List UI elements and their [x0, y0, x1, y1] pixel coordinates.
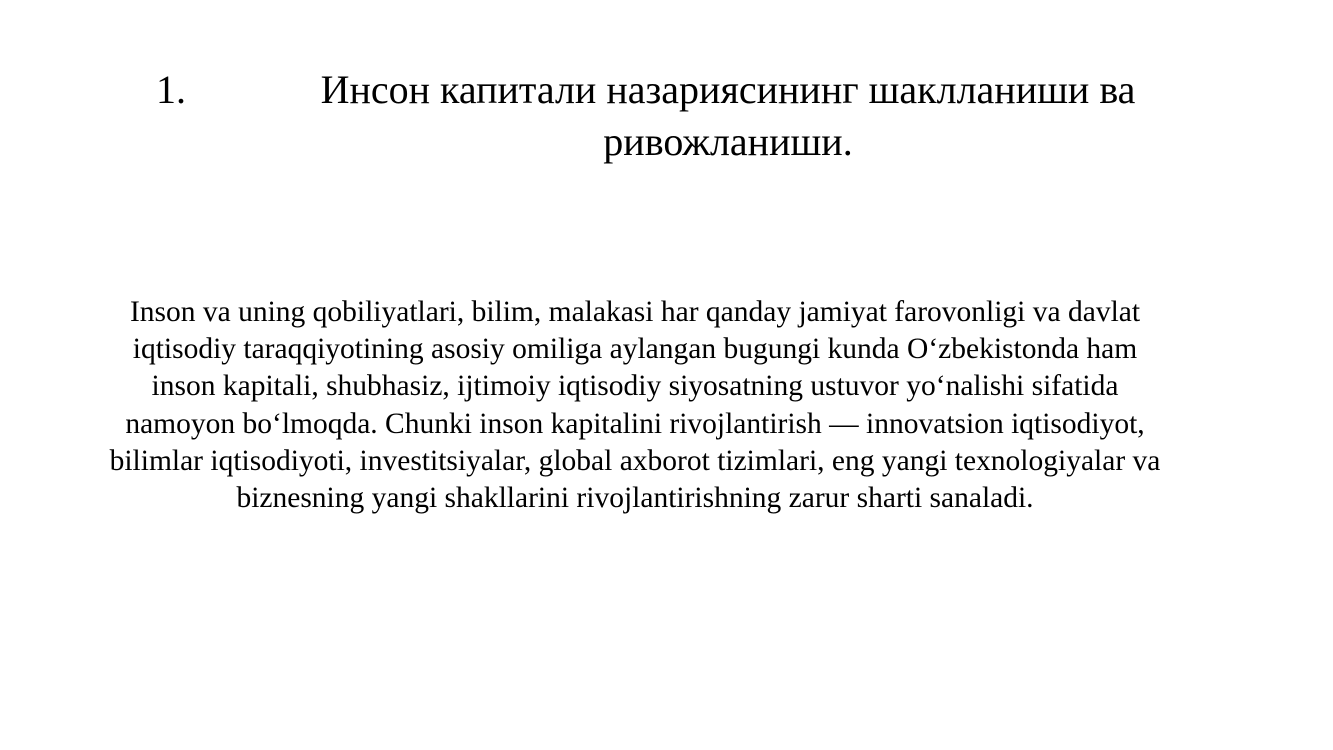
slide-title: Инсон капитали назариясининг шаклланиши ва ривожланиши. [320, 67, 1136, 164]
heading-number: 1. [156, 67, 186, 112]
body-paragraph: Inson va uning qobiliyatlari, bilim, malakasi har qanday jamiyat farovonligi va davlat iqtisodiy taraqqiyotining asosiy omiliga aylangan bugungi kunda O‘zbekistonda ham inson kapitali, shubhasiz, ijtimoiy iqtisodiy siyosatning ustuvor yo‘nalishi sifatida namoyon bo‘lmoqda. Chunki inson kapitalini rivojlantirish — innovatsion iqtisodiyot, bilimlar iqtisodiyoti, investitsiyalar, global axborot tizimlari, eng yangi texnologiyalar va biznesning yangi shakllarini rivojlantirishning zarur sharti sanaladi. [109, 296, 1161, 515]
